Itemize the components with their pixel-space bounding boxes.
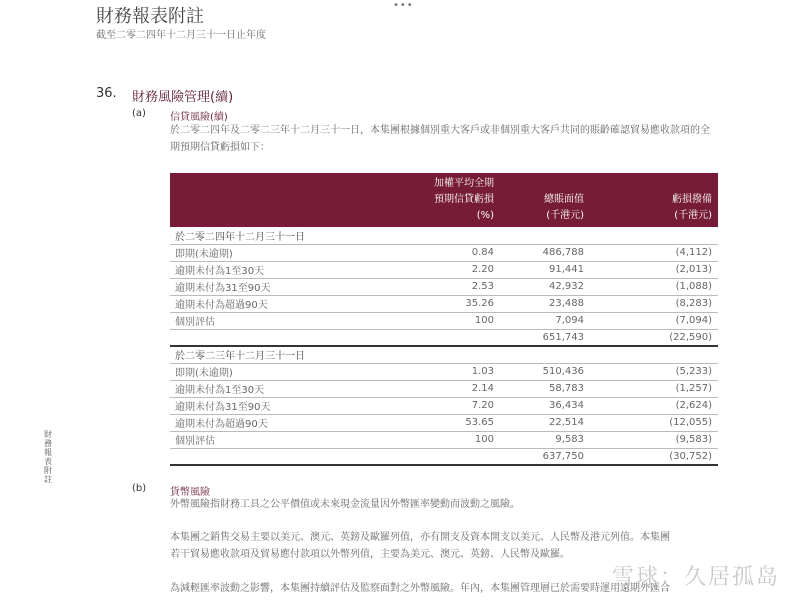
category-cell: 逾期未付為1至30天 [170,261,370,278]
page-subtitle: 截至二零二四年十二月三十一日止年度 [96,30,266,41]
table-row [170,312,718,329]
allowance-cell: (4,112) [590,244,718,261]
category-cell: 即期(未逾期) [170,363,370,380]
allowance-cell: (8,283) [590,295,718,312]
header-allowance-line: (千港元) [674,210,712,221]
total-gross-cell: 651,743 [500,329,590,346]
pct-cell: 2.14 [370,380,500,397]
total-row [170,448,718,465]
allowance-cell: (12,055) [590,414,718,431]
category-cell: 逾期未付為31至90天 [170,397,370,414]
part-b-paragraph-3: 為減輕匯率波動之影響，本集團持續評估及監察面對之外幣風險。年內，本集團管理層已於需要時運用遠期外匯合 [170,583,670,594]
gross-cell: 91,441 [500,261,590,278]
allowance-cell: (9,583) [590,431,718,448]
part-b-label: (b) [132,483,147,494]
allowance-cell: (2,013) [590,261,718,278]
pct-cell: 1.03 [370,363,500,380]
allowance-cell: (2,624) [590,397,718,414]
table-row [170,295,718,312]
part-b-paragraph-2: 本集團之銷售交易主要以美元、澳元、英鎊及歐羅列值，亦有開支及資本開支以美元、人民幣及港元列值。本集團 [170,532,670,543]
pct-cell: 0.84 [370,244,500,261]
gross-cell: 23,488 [500,295,590,312]
header-pct-line: (%) [476,210,494,221]
total-row [170,329,718,346]
group-header-row [170,346,718,363]
allowance-cell: (5,233) [590,363,718,380]
more-menu-icon[interactable]: ••• [393,0,414,11]
table-row [170,363,718,380]
total-gross-cell: 637,750 [500,448,590,465]
gross-cell: 42,932 [500,278,590,295]
table-row [170,261,718,278]
part-a-title: 信貸風險(續) [170,112,228,123]
allowance-cell: (1,088) [590,278,718,295]
table-row [170,397,718,414]
header-gross-line: (千港元) [546,210,584,221]
gross-cell: 7,094 [500,312,590,329]
category-cell: 個別評估 [170,312,370,329]
header-pct-line: 加權平均全期 [434,178,494,189]
section-title: 財務風險管理(續) [132,90,234,105]
part-a-label: (a) [132,108,146,119]
table-row [170,278,718,295]
allowance-cell: (7,094) [590,312,718,329]
category-cell: 逾期未付為超過90天 [170,414,370,431]
category-cell: 逾期未付為31至90天 [170,278,370,295]
pct-cell: 100 [370,431,500,448]
pct-cell: 7.20 [370,397,500,414]
table-row [170,380,718,397]
table-row [170,431,718,448]
page-title: 財務報表附註 [96,6,204,27]
header-gross-line: 總賬面值 [544,194,584,205]
table-row [170,244,718,261]
pct-cell: 2.20 [370,261,500,278]
group-header-row [170,227,718,244]
category-cell: 逾期未付為1至30天 [170,380,370,397]
part-b-title: 貨幣風險 [170,487,210,498]
category-cell: 逾期未付為超過90天 [170,295,370,312]
header-pct-line: 預期信貸虧損 [434,194,494,205]
total-allowance-cell: (30,752) [590,448,718,465]
header-pct [370,173,500,227]
part-b-paragraph-1: 外幣風險指財務工具之公平價值或未來現金流量因外幣匯率變動而波動之風險。 [170,499,520,510]
allowance-cell: (1,257) [590,380,718,397]
total-allowance-cell: (22,590) [590,329,718,346]
table-header [170,173,718,227]
pct-cell: 53.65 [370,414,500,431]
gross-cell: 22,514 [500,414,590,431]
pct-cell: 35.26 [370,295,500,312]
table-row [170,414,718,431]
category-cell: 即期(未逾期) [170,244,370,261]
credit-loss-table [170,173,718,466]
category-cell: 個別評估 [170,431,370,448]
header-gross [500,173,590,227]
gross-cell: 58,783 [500,380,590,397]
part-b-paragraph-2b: 若干貿易應收款項及貿易應付款項以外幣列值，主要為美元、澳元、英鎊、人民幣及歐羅。 [170,549,570,560]
section-number: 36. [96,86,117,101]
watermark: 雪球：久居孤岛 [611,565,780,590]
sidebar-tab[interactable]: 財務報表附註 [44,430,52,484]
gross-cell: 36,434 [500,397,590,414]
gross-cell: 486,788 [500,244,590,261]
gross-cell: 9,583 [500,431,590,448]
group-label: 於二零二三年十二月三十一日 [170,346,718,363]
group-label: 於二零二四年十二月三十一日 [170,227,718,244]
pct-cell: 2.53 [370,278,500,295]
part-a-paragraph: 於二零二四年及二零二三年十二月三十一日，本集團根據個別重大客戶或非個別重大客戶共同的賬齡確認貿易應收款項的全期預期信貸虧損如下： [170,125,710,153]
header-allowance [590,173,718,227]
gross-cell: 510,436 [500,363,590,380]
pct-cell: 100 [370,312,500,329]
header-allowance-line: 虧損撥備 [672,194,712,205]
